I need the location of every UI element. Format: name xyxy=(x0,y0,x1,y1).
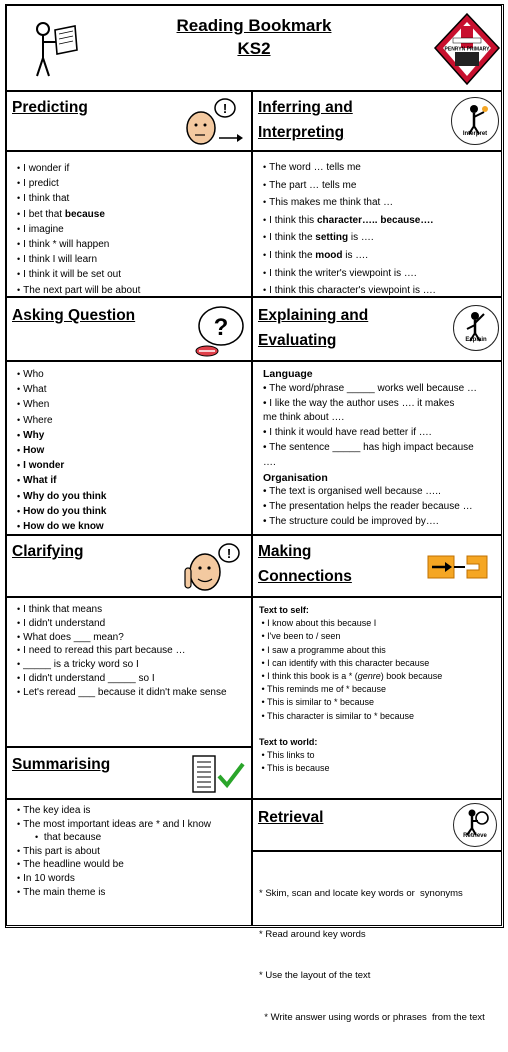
predicting-list xyxy=(17,161,140,298)
interpret-icon-label: Interpret xyxy=(462,131,488,137)
list-item-text: is …. xyxy=(342,249,369,261)
list-item: • _____ is a tricky word so I xyxy=(17,658,227,672)
list-item-text: This is similar to * because xyxy=(267,697,375,708)
list-item: • This reminds me of * because xyxy=(259,684,387,695)
page-title: Reading Bookmark xyxy=(176,16,332,35)
list-item: • I've been to / seen xyxy=(259,631,341,642)
list-item-text: The structure could be improved by…. xyxy=(269,515,439,527)
list-item: • Why xyxy=(17,428,106,443)
text-to-self-heading: Text to self: xyxy=(259,605,309,615)
asking-list xyxy=(17,367,106,534)
list-item-text: The sentence _____ has high impact because xyxy=(269,441,474,453)
list-item: • In 10 words xyxy=(17,872,211,886)
list-item: • The most important ideas are * and I know xyxy=(17,818,211,832)
list-item: • I like the way the author uses …. it makes xyxy=(263,397,455,409)
list-item: • I wonder xyxy=(17,458,106,473)
list-item: • The sentence _____ has high impact because xyxy=(263,441,474,453)
inferring-list xyxy=(263,159,436,300)
inferring-title-line1: Inferring and xyxy=(258,99,353,116)
connections-header xyxy=(252,535,502,597)
list-item: • The main theme is xyxy=(17,886,211,900)
list-item: • This is similar to * because xyxy=(259,697,375,708)
list-item-text: I think this xyxy=(269,214,317,226)
list-item: • The structure could be improved by…. xyxy=(263,515,439,527)
list-item: • I think I will learn xyxy=(17,252,140,267)
list-item-text: This links to xyxy=(267,750,315,761)
list-item-bold: because xyxy=(64,208,105,220)
summarising-title: Summarising xyxy=(12,756,111,773)
list-item: • I can identify with this character because xyxy=(259,657,430,668)
list-item: • The next part will be about xyxy=(17,283,140,298)
list-item: * Use the layout of the text xyxy=(259,970,371,982)
clarifying-title: Clarifying xyxy=(12,543,84,560)
list-item: • I need to reread this part because … xyxy=(17,644,227,658)
list-item: • This links to xyxy=(259,750,315,761)
explain-icon-label: Explain xyxy=(465,337,487,343)
clarifying-list xyxy=(17,603,227,700)
list-item: • I predict xyxy=(17,176,140,191)
list-item-text: ) book because xyxy=(380,671,443,682)
list-item: • I saw a programme about this xyxy=(259,644,386,655)
summarising-header xyxy=(6,747,252,799)
list-item-text: I saw a programme about this xyxy=(267,644,386,655)
language-heading: Language xyxy=(263,368,313,380)
pondering-face-icon xyxy=(179,542,245,594)
list-item-bold: character….. because…. xyxy=(316,214,434,226)
list-item: • This makes me think that … xyxy=(263,194,436,212)
list-item: • I think the writer's viewpoint is …. xyxy=(263,265,436,283)
list-item: • How xyxy=(17,443,106,458)
list-item: • This is because xyxy=(259,763,330,774)
list-item xyxy=(263,212,436,230)
list-item: • How do you think xyxy=(17,504,106,519)
list-item: • I think that means xyxy=(17,603,227,617)
list-item-text: The presentation helps the reader because … xyxy=(269,501,473,513)
list-item-text: I think the xyxy=(269,249,316,261)
list-item: • I think it would have read better if …. xyxy=(263,427,432,439)
list-item-text: I can identify with this character because xyxy=(267,657,430,668)
explaining-title-line1: Explaining and xyxy=(258,307,369,324)
list-item: • Why do you think xyxy=(17,489,106,504)
list-item: • I imagine xyxy=(17,222,140,237)
list-item-text: I bet that xyxy=(23,208,65,220)
clarifying-header xyxy=(6,535,252,597)
list-item: • I think it will be set out xyxy=(17,267,140,282)
list-item: • Where xyxy=(17,413,106,428)
retrieval-list-box xyxy=(252,851,502,1023)
asking-header xyxy=(6,297,252,361)
svg-text:!: ! xyxy=(226,546,232,561)
list-item xyxy=(263,229,436,247)
inferring-header xyxy=(252,91,502,151)
page-subtitle: KS2 xyxy=(237,39,271,58)
header-box xyxy=(6,5,502,91)
predicting-header xyxy=(6,91,252,151)
list-item-text: I've been to / seen xyxy=(267,631,341,642)
list-item-text: I think it would have read better if …. xyxy=(269,427,432,439)
summarising-list xyxy=(17,804,211,899)
list-item: * Read around key words xyxy=(259,928,366,940)
list-item: • Let's reread ___ because it didn't make sense xyxy=(17,686,227,700)
inferring-list-box xyxy=(252,151,502,297)
list-item-text: This character is similar to * because xyxy=(267,710,415,721)
svg-text:!: ! xyxy=(222,101,228,116)
text-to-world-heading: Text to world: xyxy=(259,736,318,747)
list-item: • I think that xyxy=(17,191,140,206)
list-item: • The word … tells me xyxy=(263,159,436,177)
list-item-text: I know about this because I xyxy=(267,618,377,629)
inferring-title-line2: Interpreting xyxy=(258,124,345,141)
connections-title-line1: Making xyxy=(258,543,312,560)
school-logo-icon xyxy=(433,12,501,86)
explaining-title-line2: Evaluating xyxy=(258,332,337,349)
list-item: • What does ___ mean? xyxy=(17,631,227,645)
list-item: • I didn't understand xyxy=(17,617,227,631)
retrieval-content xyxy=(259,859,485,1052)
list-item-text: This is because xyxy=(267,763,330,774)
retrieve-icon xyxy=(453,803,497,847)
summarising-list-box xyxy=(6,799,252,926)
list-item: • I think this book is a * (genre) book because xyxy=(259,671,443,682)
list-item-bold: setting xyxy=(315,232,349,244)
question-speech-icon xyxy=(193,304,245,358)
spacer xyxy=(259,723,442,736)
list-item: • The part … tells me xyxy=(263,177,436,195)
list-item-text: I think the xyxy=(269,232,316,244)
predicting-list-box xyxy=(6,151,252,297)
list-item: • What xyxy=(17,382,106,397)
list-item: • I think this character's viewpoint is …. xyxy=(263,282,436,300)
retrieval-header xyxy=(252,799,502,851)
organisation-heading: Organisation xyxy=(263,471,328,484)
list-item: • The text is organised well because ….. xyxy=(263,486,441,498)
bookmark-page xyxy=(5,4,504,1023)
checklist-icon xyxy=(191,754,245,794)
list-item: * Write answer using words or phrases from the text xyxy=(259,1011,485,1023)
interpret-icon xyxy=(451,97,499,145)
thinking-head-icon xyxy=(183,98,245,148)
list-item: • I think * will happen xyxy=(17,237,140,252)
list-item: * Skim, scan and locate key words or synonyms xyxy=(259,887,463,899)
list-item-text: The word/phrase _____ works well because … xyxy=(269,382,477,394)
list-item: • I didn't understand _____ so I xyxy=(17,672,227,686)
explain-icon xyxy=(453,305,499,351)
predicting-title: Predicting xyxy=(12,99,88,116)
list-item-text: This reminds me of * because xyxy=(267,684,387,695)
list-item: • Who xyxy=(17,367,106,382)
list-item-text: I like the way the author uses …. it makes xyxy=(269,397,455,409)
list-item: • This part is about xyxy=(17,845,211,859)
list-item-continued: …. xyxy=(263,456,276,468)
list-item: • This character is similar to * because xyxy=(259,710,415,721)
list-item: • The word/phrase _____ works well because … xyxy=(263,382,477,394)
svg-text:?: ? xyxy=(213,314,229,341)
list-item xyxy=(263,247,436,265)
list-item-text: is …. xyxy=(348,232,374,244)
list-item-continued: • that because xyxy=(17,831,211,845)
list-item: • The key idea is xyxy=(17,804,211,818)
list-item: • How do we know xyxy=(17,519,106,534)
list-item: • I know about this because I xyxy=(259,618,377,629)
connections-content xyxy=(259,604,442,775)
list-item: • The presentation helps the reader because … xyxy=(263,501,473,513)
retrieve-icon-label: Retrieve xyxy=(463,833,487,839)
list-item: • What if xyxy=(17,473,106,488)
connections-title-line2: Connections xyxy=(258,568,352,585)
connect-arrows-icon xyxy=(427,554,491,580)
retrieval-title: Retrieval xyxy=(258,809,324,826)
list-item: • When xyxy=(17,397,106,412)
clarifying-list-box xyxy=(6,597,252,747)
list-item xyxy=(17,207,140,222)
list-item: • The headline would be xyxy=(17,858,211,872)
list-item-text: The text is organised well because ….. xyxy=(269,486,441,498)
explaining-list-box xyxy=(252,361,502,535)
list-item-italic: genre xyxy=(357,671,381,682)
list-item-continued: me think about …. xyxy=(263,412,345,424)
list-item-bold: mood xyxy=(315,249,343,261)
asking-title: Asking Question xyxy=(12,307,136,324)
explaining-header xyxy=(252,297,502,361)
explaining-content xyxy=(263,367,477,530)
list-item-text: I think this book is a * ( xyxy=(267,671,358,682)
logo-text: PENRYN PRIMARY xyxy=(444,46,490,53)
asking-list-box xyxy=(6,361,252,535)
list-item: • I wonder if xyxy=(17,161,140,176)
connections-list-box xyxy=(252,597,502,799)
